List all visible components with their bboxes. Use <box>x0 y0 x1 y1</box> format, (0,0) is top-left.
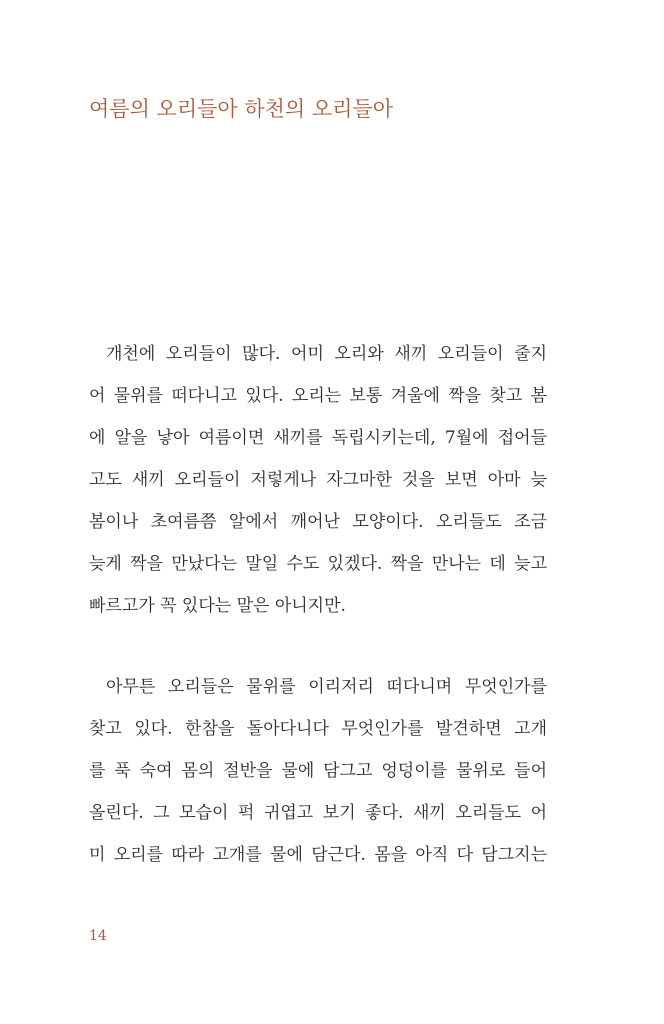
text-line: 개천에 오리들이 많다. 어미 오리와 새끼 오리들이 줄지 <box>106 344 547 364</box>
text-line: 올린다. 그 모습이 퍽 귀엽고 보기 좋다. 새끼 오리들도 어 <box>89 803 547 823</box>
text-line: 빠르고가 꼭 있다는 말은 아니지만. <box>89 596 346 616</box>
text-line: 아무튼 오리들은 물위를 이리저리 떠다니며 무엇인가를 <box>106 677 547 697</box>
text-line: 에 알을 낳아 여름이면 새끼를 독립시키는데, 7월에 접어들 <box>89 428 547 448</box>
text-line: 늦게 짝을 만났다는 말일 수도 있겠다. 짝을 만나는 데 늦고 <box>89 554 547 574</box>
text-line: 를 푹 숙여 몸의 절반을 물에 담그고 엉덩이를 물위로 들어 <box>89 761 547 781</box>
text-line: 찾고 있다. 한참을 돌아다니다 무엇인가를 발견하면 고개 <box>89 719 547 739</box>
text-line: 고도 새끼 오리들이 저렇게나 자그마한 것을 보면 아마 늦 <box>89 470 547 490</box>
text-line: 봄이나 초여름쯤 알에서 깨어난 모양이다. 오리들도 조금 <box>89 512 547 532</box>
text-line: 미 오리를 따라 고개를 물에 담근다. 몸을 아직 다 담그지는 <box>89 845 547 865</box>
chapter-title: 여름의 오리들아 하천의 오리들아 <box>89 97 394 121</box>
page-number: 14 <box>89 928 107 944</box>
text-line: 어 물위를 떠다니고 있다. 오리는 보통 겨울에 짝을 찾고 봄 <box>89 386 547 406</box>
